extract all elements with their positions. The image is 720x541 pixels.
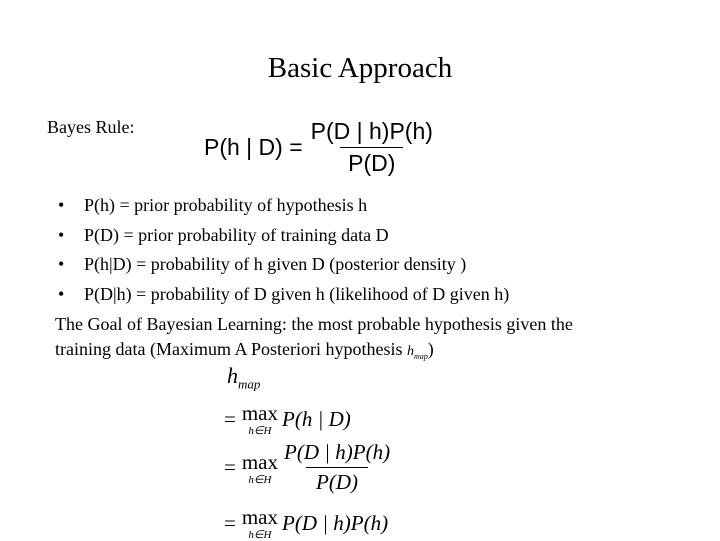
max-word: max <box>241 401 278 425</box>
bullet-glyph: • <box>58 195 65 215</box>
bullet-glyph: • <box>58 283 65 304</box>
goal-hmap-base: h <box>406 344 414 359</box>
map-step-1 <box>224 401 351 437</box>
map-expr-2-denominator: P(D) <box>306 467 368 495</box>
max-subscript: h∈H <box>248 425 272 437</box>
max-operator <box>242 505 278 541</box>
max-operator <box>242 401 278 437</box>
goal-hmap-symbol <box>407 344 428 359</box>
map-lhs-base: h <box>227 363 238 388</box>
map-expr-2-numerator: P(D | h)P(h) <box>284 440 391 464</box>
bullet-glyph: • <box>58 224 65 245</box>
bullet-glyph: • <box>58 254 65 274</box>
list-item <box>58 280 509 310</box>
bayes-rule-label: Bayes Rule: <box>47 117 135 137</box>
max-operator <box>242 450 278 486</box>
goal-line-1: The Goal of Bayesian Learning: the most probable hypothesis given the <box>55 314 573 334</box>
goal-paragraph <box>55 312 573 369</box>
list-item-text: P(D) = prior probability of training data D <box>84 224 389 245</box>
bayes-rule-formula <box>204 118 435 177</box>
max-word: max <box>241 505 278 529</box>
equals-sign: = <box>224 406 236 431</box>
list-item-text: P(h|D) = probability of h given D (posterior density ) <box>84 254 467 274</box>
map-lhs-sub: map <box>238 376 261 392</box>
map-expr-3: P(D | h)P(h) <box>282 510 389 535</box>
map-expr-2-fraction <box>282 440 392 495</box>
bayes-formula-lhs: P(h | D) = <box>204 134 303 160</box>
map-step-2 <box>224 440 392 495</box>
list-item <box>58 221 509 251</box>
bayes-formula-denominator: P(D) <box>340 147 403 177</box>
list-item <box>58 250 509 280</box>
max-word: max <box>241 449 278 474</box>
equals-sign: = <box>224 455 236 479</box>
list-item-text: P(D|h) = probability of D given h (likelihood of D given h) <box>84 283 510 304</box>
map-lhs <box>227 363 260 392</box>
list-item-text: P(h) = prior probability of hypothesis h <box>84 195 368 215</box>
max-subscript: h∈H <box>248 473 272 486</box>
map-step-3 <box>224 505 388 541</box>
goal-line-2 <box>55 337 573 369</box>
goal-line-2-prefix: training data (Maximum A Posteriori hypothesis <box>55 339 407 359</box>
slide-title: Basic Approach <box>267 52 453 84</box>
goal-line-2-suffix: ) <box>427 339 434 359</box>
map-expr-1: P(h | D) <box>282 406 351 431</box>
goal-hmap-sub: map <box>413 351 428 361</box>
definition-list <box>58 191 509 309</box>
bayes-formula-fraction <box>309 118 435 177</box>
list-item <box>58 191 509 221</box>
bayes-formula-numerator: P(D | h)P(h) <box>310 118 433 144</box>
max-subscript: h∈H <box>248 529 272 541</box>
equals-sign: = <box>224 510 236 535</box>
